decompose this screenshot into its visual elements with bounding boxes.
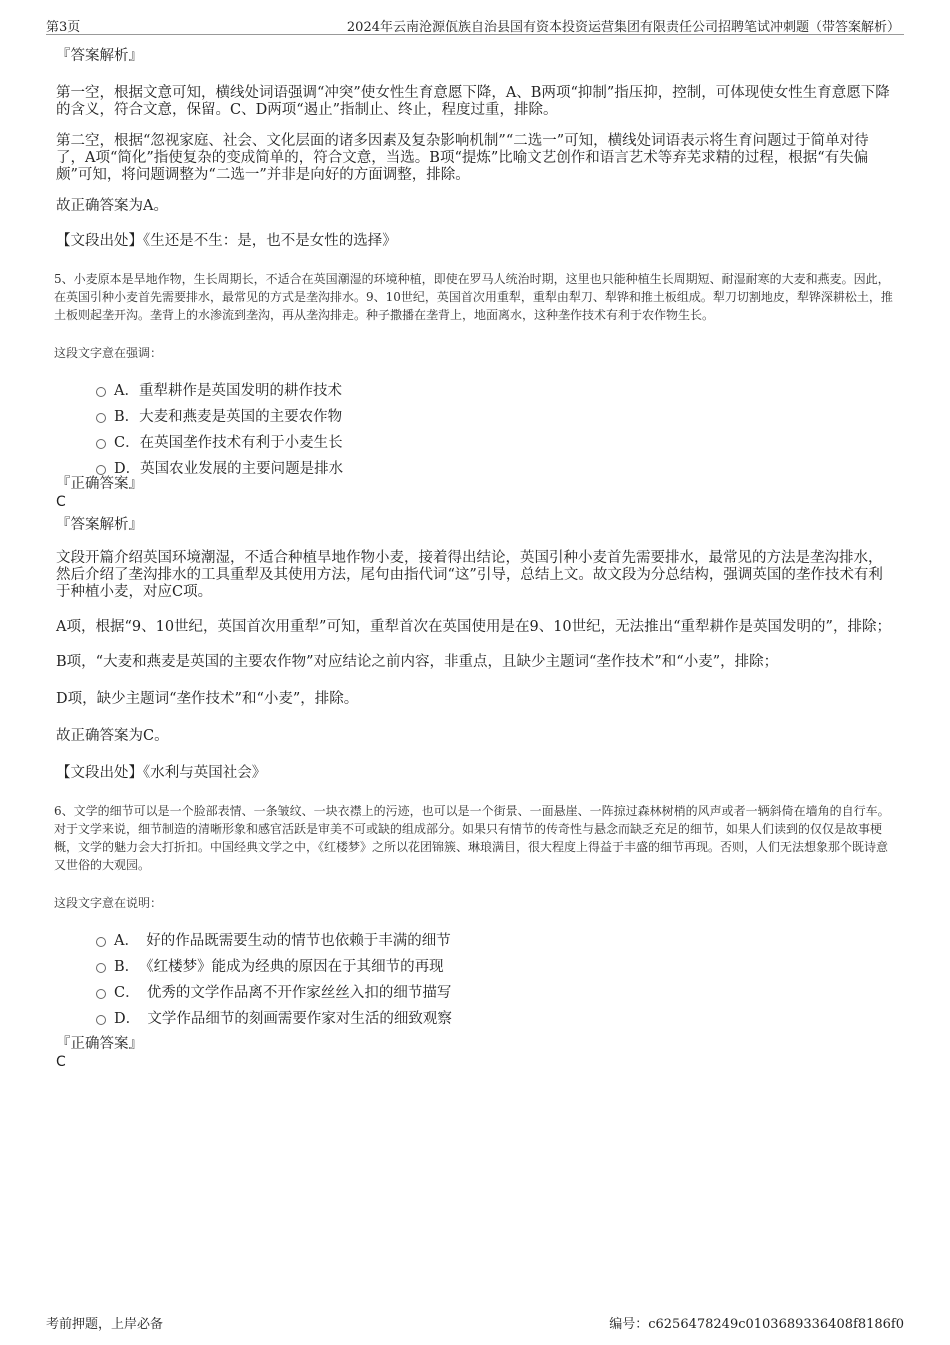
option-label: C．在英国垄作技术有利于小麦生长 <box>114 435 343 451</box>
option-label: A．重犁耕作是英国发明的耕作技术 <box>114 383 342 399</box>
answer-label: 『正确答案』 <box>56 1036 143 1052</box>
option-a[interactable] <box>96 382 896 408</box>
footer-slogan: 考前押题，上岸必备 <box>46 1317 164 1332</box>
option-label: B． 《红楼梦》能成为经典的原因在于其细节的再现 <box>114 959 444 975</box>
radio-icon[interactable] <box>96 1015 106 1025</box>
radio-icon[interactable] <box>96 989 106 999</box>
options-list <box>96 932 896 1036</box>
answer-label: 『正确答案』 <box>56 476 143 492</box>
analysis-conclusion: 故正确答案为C。 <box>56 728 169 744</box>
analysis-label: 『答案解析』 <box>56 48 143 64</box>
radio-icon[interactable] <box>96 387 106 397</box>
question-stem: 这段文字意在说明： <box>54 896 163 910</box>
analysis-paragraph: 文段开篇介绍英国环境潮湿，不适合种植旱地作物小麦，接着得出结论，英国引种小麦首先需要排水，最常见的方法是垄沟排水，然后介绍了垄沟排水的工具重犁及其使用方法，尾句由指代词“这”引导，总结上文。故文段为分总结构，强调英国的垄作技术有利于种植小麦，对应C项。 <box>56 550 883 600</box>
source-citation: 【文段出处】《生还是不生：是，也不是女性的选择》 <box>56 233 397 249</box>
document-title: 2024年云南沧源佤族自治县国有资本投资运营集团有限责任公司招聘笔试冲刺题（带答案解析） <box>346 20 900 35</box>
analysis-conclusion: 故正确答案为A。 <box>56 198 168 214</box>
option-label: D．英国农业发展的主要问题是排水 <box>114 461 344 477</box>
option-b[interactable] <box>96 958 896 984</box>
analysis-paragraph: D项，缺少主题词“垄作技术”和“小麦”，排除。 <box>56 691 359 707</box>
analysis-label: 『答案解析』 <box>56 517 143 533</box>
analysis-paragraph: B项，“大麦和燕麦是英国的主要农作物”对应结论之前内容，非重点，且缺少主题词“垄作技术”和“小麦”，排除； <box>56 654 779 670</box>
option-c[interactable] <box>96 984 896 1010</box>
analysis-paragraph: 第一空，根据文意可知，横线处词语强调“冲突”使女性生育意愿下降，A、B两项“抑制”指压抑，控制，可体现使女性生育意愿下降的含义，符合文意，保留。C、D两项“遏止”指制止、终止，程度过重，排除。 <box>56 85 890 118</box>
question-text: 6、文学的细节可以是一个脸部表情、一条皱纹、一块衣襟上的污迹，也可以是一个街景、一面悬崖、一阵掠过森林树梢的风声或者一辆斜倚在墙角的自行车。对于文学来说，细节制造的清晰形象和感官活跃是审美不可或缺的组成部分。如果只有情节的传奇性与悬念而缺乏充足的细节，如果人们读到的仅仅是故事梗概，文学的魅力会大打折扣。中国经典文学之中，《红楼梦》之所以花团锦簇、琳琅满目，很大程度上得益于丰盛的细节再现。否则，人们无法想象那个既诗意又世俗的大观园。 <box>54 804 890 872</box>
option-c[interactable] <box>96 434 896 460</box>
question-text: 5、小麦原本是旱地作物，生长周期长，不适合在英国潮湿的环境种植，即使在罗马人统治时期，这里也只能种植生长周期短、耐湿耐寒的大麦和燕麦。因此，在英国引种小麦首先需要排水，最常见的方式是垄沟排水。9、10世纪，英国首次用重犁，重犁由犁刀、犁铧和推土板组成。犁刀切割地皮，犁铧深耕松土，推土板则起垄开沟。垄背上的水渗流到垄沟，再从垄沟排走。种子撒播在垄背上，地面离水，这种垄作技术有利于农作物生长。 <box>54 272 893 322</box>
document-id: 编号：c6256478249c0103689336408f8186f0 <box>609 1317 904 1332</box>
options-list <box>96 382 896 476</box>
question-stem: 这段文字意在强调： <box>54 346 163 360</box>
option-d[interactable] <box>96 460 896 476</box>
page-content <box>56 48 896 1077</box>
radio-icon[interactable] <box>96 937 106 947</box>
option-a[interactable] <box>96 932 896 958</box>
q4-analysis <box>56 48 896 250</box>
option-b[interactable] <box>96 408 896 434</box>
option-label: D． 文学作品细节的刻画需要作家对生活的细致观察 <box>114 1011 452 1027</box>
radio-icon[interactable] <box>96 439 106 449</box>
option-label: A． 好的作品既需要生动的情节也依赖于丰满的细节 <box>114 933 451 949</box>
option-d[interactable] <box>96 1010 896 1036</box>
option-label: B．大麦和燕麦是英国的主要农作物 <box>114 409 343 425</box>
analysis-paragraph: A项，根据“9、10世纪，英国首次用重犁”可知，重犁首次在英国使用是在9、10世纪，无法推出“重犁耕作是英国发明的”，排除； <box>56 619 891 635</box>
question-5 <box>56 270 896 782</box>
radio-icon[interactable] <box>96 963 106 973</box>
page-number: 第3页 <box>46 20 81 35</box>
answer-value: C <box>56 494 66 510</box>
page-header <box>46 14 904 35</box>
analysis-paragraph: 第二空，根据“忽视家庭、社会、文化层面的诸多因素及复杂影响机制”“二选一”可知，横线处词语表示将生育问题过于简单对待了，A项“简化”指使复杂的变成简单的，符合文意，当选。B项“提炼”比喻文艺创作和语言艺术等弃芜求精的过程，根据“有失偏颇”可知，将问题调整为“二选一”并非是向好的方面调整，排除。 <box>56 133 869 183</box>
radio-icon[interactable] <box>96 413 106 423</box>
answer-value: C <box>56 1054 66 1070</box>
radio-icon[interactable] <box>96 465 106 475</box>
option-label: C． 优秀的文学作品离不开作家丝丝入扣的细节描写 <box>114 985 452 1001</box>
question-6 <box>56 802 896 1071</box>
source-citation: 【文段出处】《水利与英国社会》 <box>56 765 267 781</box>
